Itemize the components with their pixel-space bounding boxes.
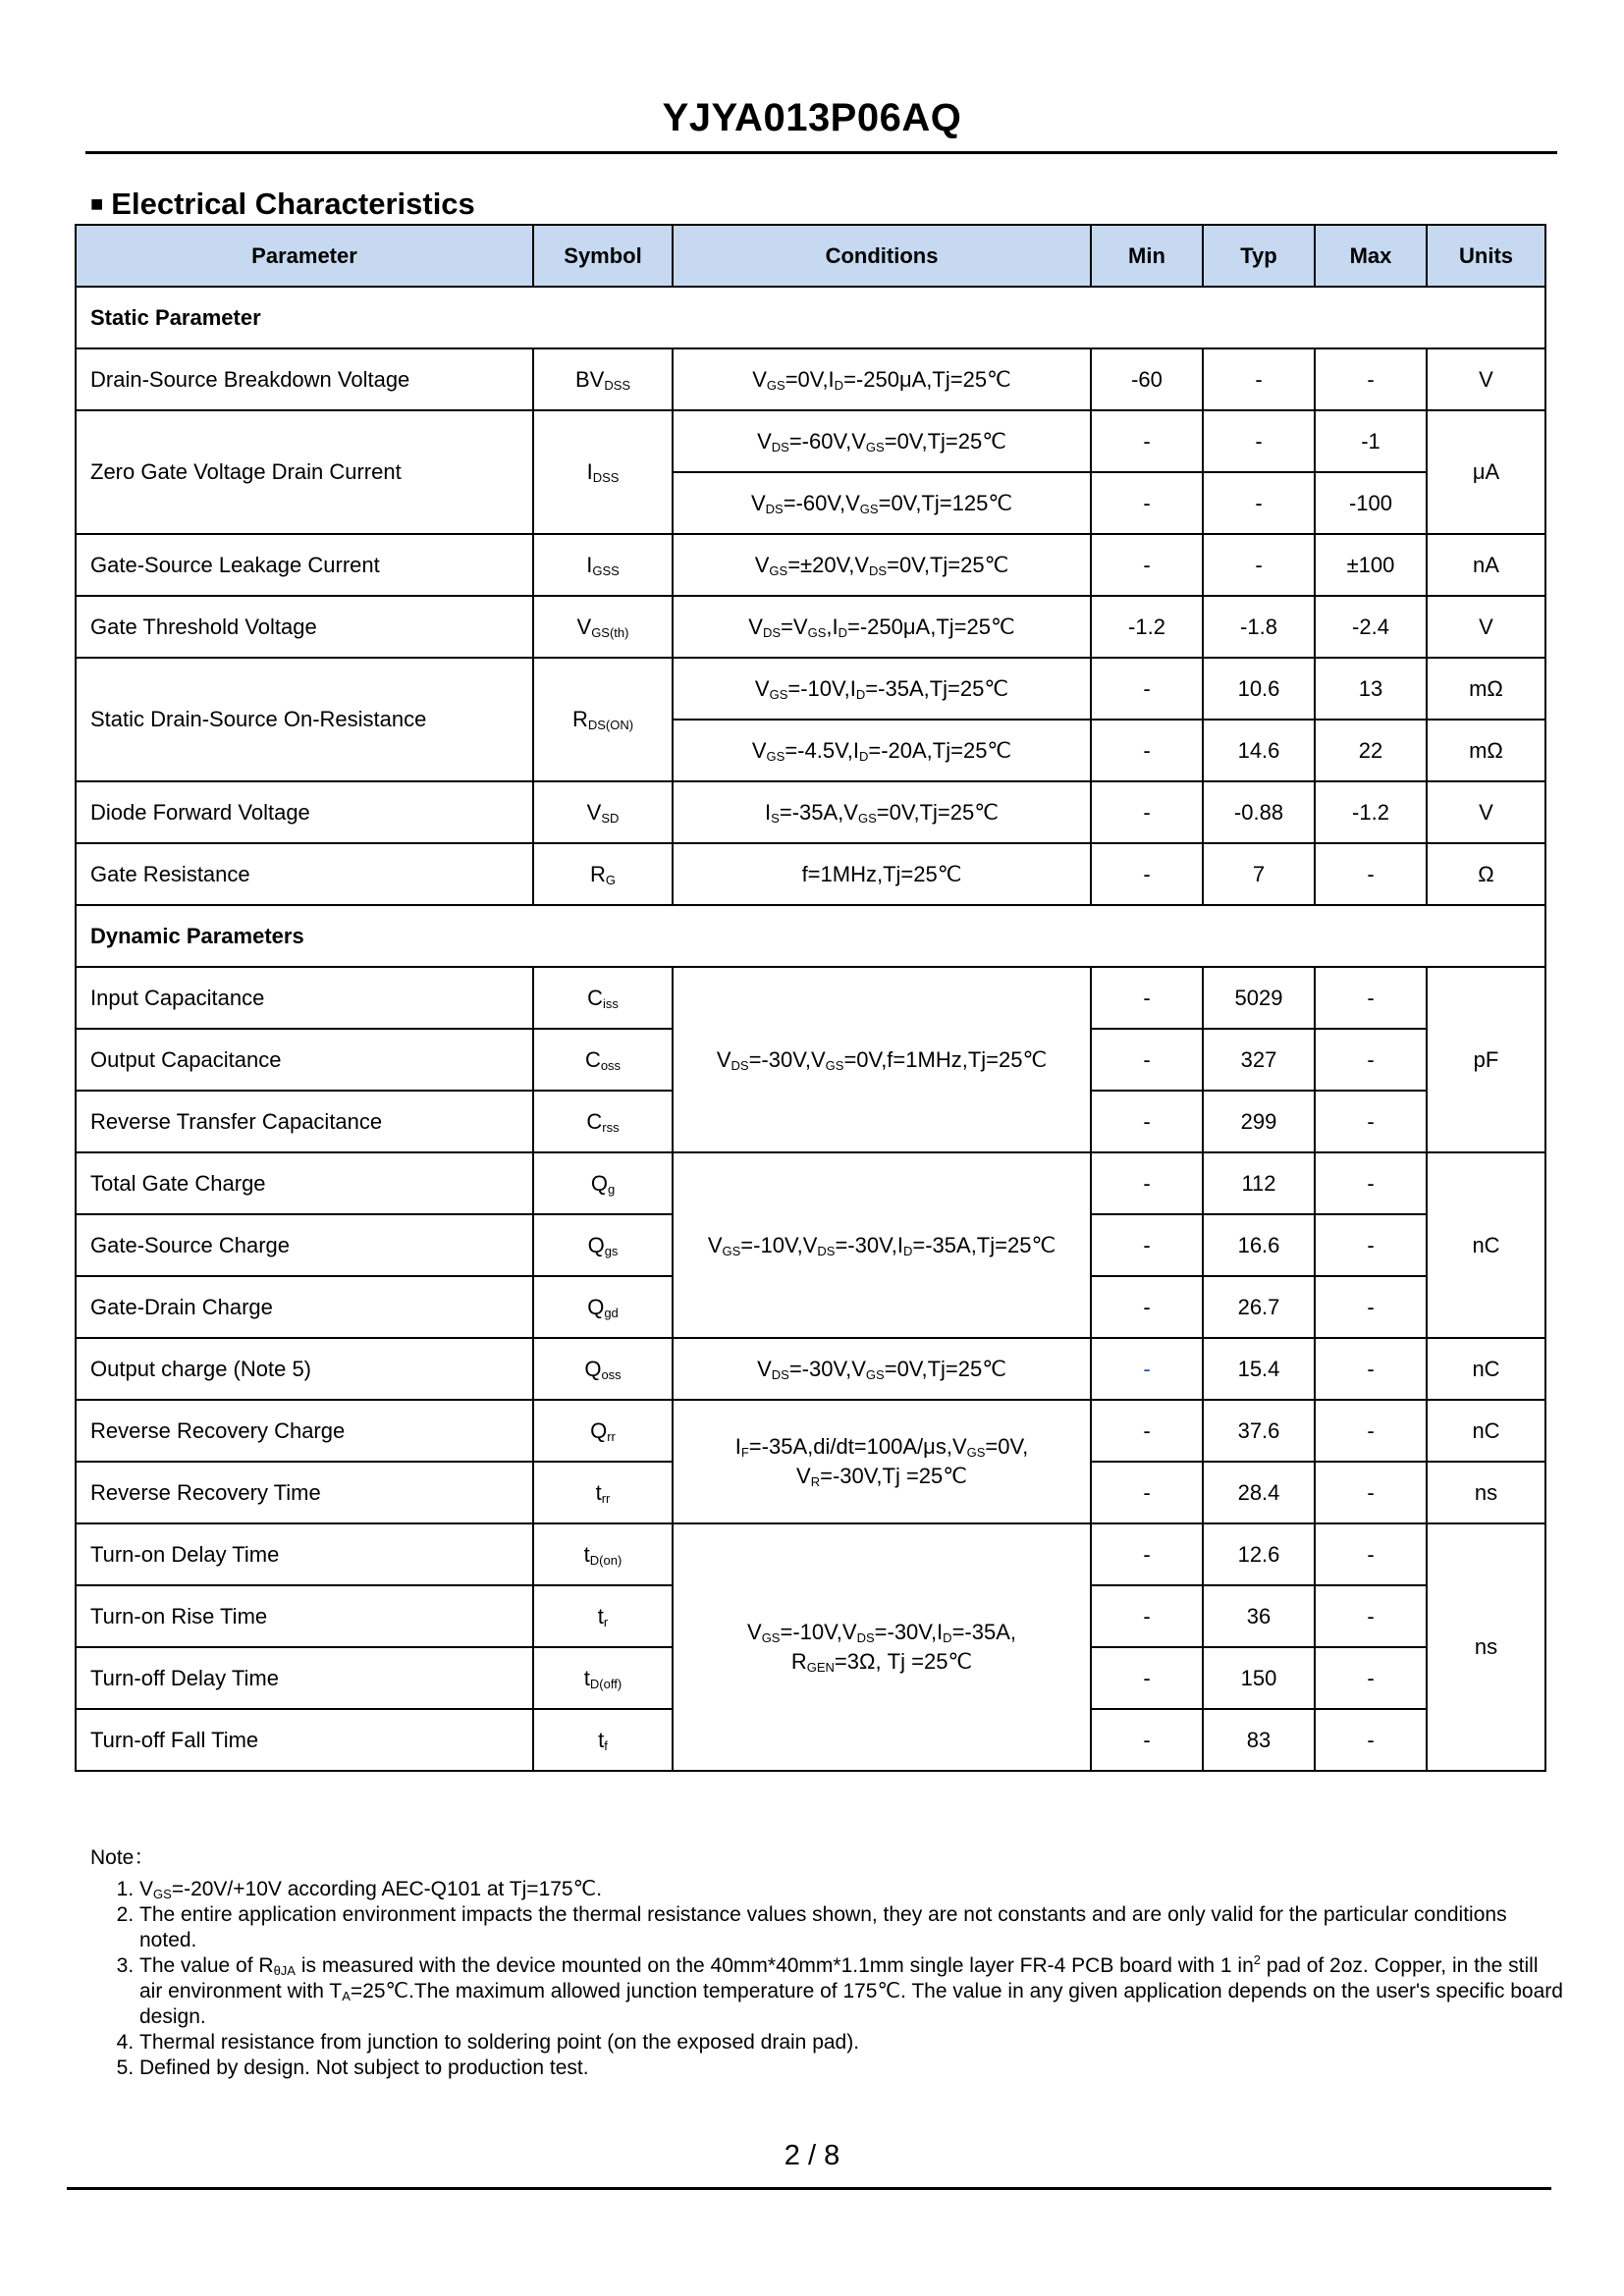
symbol-cell: $V_{GS(th)}$ bbox=[533, 596, 673, 658]
max-cell: - bbox=[1315, 1523, 1427, 1585]
param-cell: Turn-off Delay Time bbox=[76, 1647, 533, 1709]
unit-cell: Ω bbox=[1427, 843, 1545, 905]
max-cell: -100 bbox=[1315, 472, 1427, 534]
unit-cell: nA bbox=[1427, 534, 1545, 596]
symbol-cell: $Q_{rr}$ bbox=[533, 1400, 673, 1462]
min-cell: - bbox=[1091, 658, 1203, 720]
param-cell: Output charge (Note 5) bbox=[76, 1338, 533, 1400]
table-row bbox=[76, 658, 1545, 720]
footer-rule bbox=[67, 2187, 1551, 2190]
unit-cell: nC bbox=[1427, 1400, 1545, 1462]
note-2: 2. The entire application environment impacts the thermal resistance values shown, they are not constants and are only valid for the particular conditions noted. bbox=[139, 1902, 1563, 1953]
max-cell: ±100 bbox=[1315, 534, 1427, 596]
symbol-cell: $t_{D(on)}$ bbox=[533, 1523, 673, 1585]
typ-cell: 15.4 bbox=[1203, 1338, 1315, 1400]
min-cell: - bbox=[1091, 1338, 1203, 1400]
table-row bbox=[76, 967, 1545, 1029]
max-cell: - bbox=[1315, 1152, 1427, 1214]
symbol-cell: $R_{DS(ON)}$ bbox=[533, 658, 673, 781]
max-cell: - bbox=[1315, 1029, 1427, 1091]
table-row bbox=[76, 1338, 1545, 1400]
notes-section bbox=[90, 1845, 1563, 2081]
unit-cell: V bbox=[1427, 596, 1545, 658]
param-cell: Turn-off Fall Time bbox=[76, 1709, 533, 1771]
note-3: 3. The value of $R_{\theta JA}$ is measured with the device mounted on the 40mm*40mm*1.1mm single layer FR-4 PCB board with 1 $in^2$ pad of 2oz. Copper, in the still air environment with $T_A=25℃.The$ maximum allowed junction temperature of 175℃. The value in any given application depends on the user's specific board design. bbox=[139, 1953, 1563, 2030]
param-cell: Reverse Recovery Time bbox=[76, 1462, 533, 1523]
conditions-cell: $V_{GS}=-10V,V_{DS}=-30V,I_D=-35A$, $R_{GEN}=3\Omega$, Tj =25℃ bbox=[673, 1523, 1091, 1771]
symbol-cell: $C_{oss}$ bbox=[533, 1029, 673, 1091]
max-cell: - bbox=[1315, 1585, 1427, 1647]
param-cell: Reverse Transfer Capacitance bbox=[76, 1091, 533, 1152]
conditions-cell: f=1MHz,Tj=25℃ bbox=[673, 843, 1091, 905]
notes-list bbox=[90, 1877, 1563, 2081]
typ-cell: 7 bbox=[1203, 843, 1315, 905]
param-cell: Output Capacitance bbox=[76, 1029, 533, 1091]
typ-cell: 112 bbox=[1203, 1152, 1315, 1214]
typ-cell: 327 bbox=[1203, 1029, 1315, 1091]
typ-cell: - bbox=[1203, 410, 1315, 472]
min-cell: - bbox=[1091, 1400, 1203, 1462]
min-cell: - bbox=[1091, 1029, 1203, 1091]
min-cell: - bbox=[1091, 1214, 1203, 1276]
unit-cell: nC bbox=[1427, 1338, 1545, 1400]
param-cell: Drain-Source Breakdown Voltage bbox=[76, 348, 533, 410]
min-cell: - bbox=[1091, 1152, 1203, 1214]
min-cell: - bbox=[1091, 781, 1203, 843]
unit-cell: ns bbox=[1427, 1523, 1545, 1771]
min-cell: - bbox=[1091, 1091, 1203, 1152]
table-row bbox=[76, 534, 1545, 596]
max-cell: - bbox=[1315, 1091, 1427, 1152]
typ-cell: - bbox=[1203, 472, 1315, 534]
min-cell: -60 bbox=[1091, 348, 1203, 410]
symbol-cell: $t_f$ bbox=[533, 1709, 673, 1771]
symbol-cell: $t_r$ bbox=[533, 1585, 673, 1647]
param-cell: Diode Forward Voltage bbox=[76, 781, 533, 843]
max-cell: 22 bbox=[1315, 720, 1427, 781]
conditions-cell: $V_{DS}=V_{GS},I_D=-250\mu A,Tj=25℃$ bbox=[673, 596, 1091, 658]
conditions-cell: $V_{DS}=-60V,V_{GS}=0V,Tj=25℃$ bbox=[673, 410, 1091, 472]
typ-cell: -0.88 bbox=[1203, 781, 1315, 843]
conditions-cell: $V_{GS}=-10V,I_D=-35A,Tj=25℃$ bbox=[673, 658, 1091, 720]
param-cell: Total Gate Charge bbox=[76, 1152, 533, 1214]
typ-cell: 14.6 bbox=[1203, 720, 1315, 781]
table-row bbox=[76, 781, 1545, 843]
conditions-cell: $I_S=-35A,V_{GS}=0V,Tj=25℃$ bbox=[673, 781, 1091, 843]
table-header-row bbox=[76, 225, 1545, 287]
param-cell: Gate Threshold Voltage bbox=[76, 596, 533, 658]
param-cell: Reverse Recovery Charge bbox=[76, 1400, 533, 1462]
conditions-cell: $V_{GS}=-10V,V_{DS}=-30V,I_D=-35A,Tj=25℃$ bbox=[673, 1152, 1091, 1338]
unit-cell: V bbox=[1427, 348, 1545, 410]
max-cell: - bbox=[1315, 348, 1427, 410]
param-cell: Static Drain-Source On-Resistance bbox=[76, 658, 533, 781]
typ-cell: 5029 bbox=[1203, 967, 1315, 1029]
table-row bbox=[76, 348, 1545, 410]
table-row bbox=[76, 410, 1545, 472]
symbol-cell: $Q_{oss}$ bbox=[533, 1338, 673, 1400]
page-number: 2 / 8 bbox=[784, 2140, 840, 2171]
col-header-parameter: Parameter bbox=[76, 225, 533, 287]
section-row-dynamic bbox=[76, 905, 1545, 967]
unit-cell: nC bbox=[1427, 1152, 1545, 1338]
symbol-cell: $C_{rss}$ bbox=[533, 1091, 673, 1152]
conditions-cell: $V_{GS}=-4.5V,I_D=-20A,Tj=25℃$ bbox=[673, 720, 1091, 781]
typ-cell: 12.6 bbox=[1203, 1523, 1315, 1585]
min-cell: - bbox=[1091, 534, 1203, 596]
typ-cell: 36 bbox=[1203, 1585, 1315, 1647]
min-cell: - bbox=[1091, 1276, 1203, 1338]
col-header-symbol: Symbol bbox=[533, 225, 673, 287]
typ-cell: 16.6 bbox=[1203, 1214, 1315, 1276]
symbol-cell: $t_{rr}$ bbox=[533, 1462, 673, 1523]
static-parameter-heading: Static Parameter bbox=[76, 287, 1545, 348]
electrical-characteristics-table bbox=[75, 224, 1546, 1772]
symbol-cell: $V_{SD}$ bbox=[533, 781, 673, 843]
max-cell: - bbox=[1315, 843, 1427, 905]
param-cell: Gate Resistance bbox=[76, 843, 533, 905]
typ-cell: 150 bbox=[1203, 1647, 1315, 1709]
min-cell: - bbox=[1091, 1462, 1203, 1523]
typ-cell: 83 bbox=[1203, 1709, 1315, 1771]
typ-cell: 37.6 bbox=[1203, 1400, 1315, 1462]
conditions-cell: $V_{DS}=-30V,V_{GS}=0V,Tj=25℃$ bbox=[673, 1338, 1091, 1400]
min-cell: - bbox=[1091, 1647, 1203, 1709]
max-cell: - bbox=[1315, 1338, 1427, 1400]
symbol-cell: $I_{GSS}$ bbox=[533, 534, 673, 596]
max-cell: - bbox=[1315, 967, 1427, 1029]
min-cell: - bbox=[1091, 967, 1203, 1029]
symbol-cell: $R_G$ bbox=[533, 843, 673, 905]
min-cell: - bbox=[1091, 410, 1203, 472]
dynamic-parameters-heading: Dynamic Parameters bbox=[76, 905, 1545, 967]
header-rule bbox=[85, 151, 1557, 154]
unit-cell: mΩ bbox=[1427, 720, 1545, 781]
max-cell: - bbox=[1315, 1647, 1427, 1709]
unit-cell: μA bbox=[1427, 410, 1545, 534]
unit-cell: ns bbox=[1427, 1462, 1545, 1523]
section-title: Electrical Characteristics bbox=[111, 187, 475, 221]
note-5: 5. Defined by design. Not subject to production test. bbox=[139, 2056, 1563, 2081]
param-cell: Gate-Drain Charge bbox=[76, 1276, 533, 1338]
min-cell: - bbox=[1091, 1585, 1203, 1647]
col-header-conditions: Conditions bbox=[673, 225, 1091, 287]
param-cell: Gate-Source Charge bbox=[76, 1214, 533, 1276]
typ-cell: -1.8 bbox=[1203, 596, 1315, 658]
notes-label: Note： bbox=[90, 1846, 155, 1869]
col-header-typ: Typ bbox=[1203, 225, 1315, 287]
symbol-cell: $Q_{gd}$ bbox=[533, 1276, 673, 1338]
col-header-min: Min bbox=[1091, 225, 1203, 287]
param-cell: Gate-Source Leakage Current bbox=[76, 534, 533, 596]
min-cell: - bbox=[1091, 720, 1203, 781]
symbol-cell: $C_{iss}$ bbox=[533, 967, 673, 1029]
symbol-cell: $t_{D(off)}$ bbox=[533, 1647, 673, 1709]
conditions-cell: $V_{DS}=-30V,V_{GS}=0V,f=1MHz,Tj=25℃$ bbox=[673, 967, 1091, 1152]
col-header-max: Max bbox=[1315, 225, 1427, 287]
typ-cell: 299 bbox=[1203, 1091, 1315, 1152]
symbol-cell: $Q_{gs}$ bbox=[533, 1214, 673, 1276]
table-row bbox=[76, 596, 1545, 658]
typ-cell: 28.4 bbox=[1203, 1462, 1315, 1523]
conditions-cell: $I_F=-35A,di/dt=100A/\mu s,V_{GS}=0V$, $V_R=-30V,Tj$ =25℃ bbox=[673, 1400, 1091, 1523]
symbol-cell: $BV_{DSS}$ bbox=[533, 348, 673, 410]
typ-cell: - bbox=[1203, 534, 1315, 596]
conditions-cell: $V_{GS}=0V,I_D=-250\mu A,Tj=25℃$ bbox=[673, 348, 1091, 410]
section-row-static bbox=[76, 287, 1545, 348]
typ-cell: 26.7 bbox=[1203, 1276, 1315, 1338]
param-cell: Turn-on Delay Time bbox=[76, 1523, 533, 1585]
param-cell: Zero Gate Voltage Drain Current bbox=[76, 410, 533, 534]
conditions-cell: $V_{GS}=\pm 20V,V_{DS}=0V,Tj=25℃$ bbox=[673, 534, 1091, 596]
symbol-cell: $Q_g$ bbox=[533, 1152, 673, 1214]
conditions-cell: $V_{DS}=-60V,V_{GS}=0V,Tj=125℃$ bbox=[673, 472, 1091, 534]
min-cell: -1.2 bbox=[1091, 596, 1203, 658]
max-cell: - bbox=[1315, 1276, 1427, 1338]
max-cell: -1 bbox=[1315, 410, 1427, 472]
max-cell: - bbox=[1315, 1709, 1427, 1771]
note-4: 4. Thermal resistance from junction to soldering point (on the exposed drain pad). bbox=[139, 2030, 1563, 2056]
note-1: 1. $V_{GS}=-20V/+10V$ according AEC-Q101 at Tj=175℃. bbox=[139, 1877, 1563, 1902]
max-cell: -2.4 bbox=[1315, 596, 1427, 658]
section-bullet: ■ bbox=[90, 191, 104, 216]
table-row bbox=[76, 1400, 1545, 1462]
min-cell: - bbox=[1091, 1709, 1203, 1771]
unit-cell: pF bbox=[1427, 967, 1545, 1152]
min-cell: - bbox=[1091, 1523, 1203, 1585]
param-cell: Turn-on Rise Time bbox=[76, 1585, 533, 1647]
table-row bbox=[76, 1152, 1545, 1214]
max-cell: -1.2 bbox=[1315, 781, 1427, 843]
symbol-cell: $I_{DSS}$ bbox=[533, 410, 673, 534]
typ-cell: - bbox=[1203, 348, 1315, 410]
param-cell: Input Capacitance bbox=[76, 967, 533, 1029]
document-title: YJYA013P06AQ bbox=[662, 96, 962, 139]
min-cell: - bbox=[1091, 472, 1203, 534]
col-header-units: Units bbox=[1427, 225, 1545, 287]
unit-cell: V bbox=[1427, 781, 1545, 843]
min-cell: - bbox=[1091, 843, 1203, 905]
max-cell: - bbox=[1315, 1462, 1427, 1523]
max-cell: 13 bbox=[1315, 658, 1427, 720]
unit-cell: mΩ bbox=[1427, 658, 1545, 720]
typ-cell: 10.6 bbox=[1203, 658, 1315, 720]
max-cell: - bbox=[1315, 1400, 1427, 1462]
table-row bbox=[76, 1523, 1545, 1585]
table-row bbox=[76, 843, 1545, 905]
max-cell: - bbox=[1315, 1214, 1427, 1276]
section-heading bbox=[90, 187, 475, 222]
